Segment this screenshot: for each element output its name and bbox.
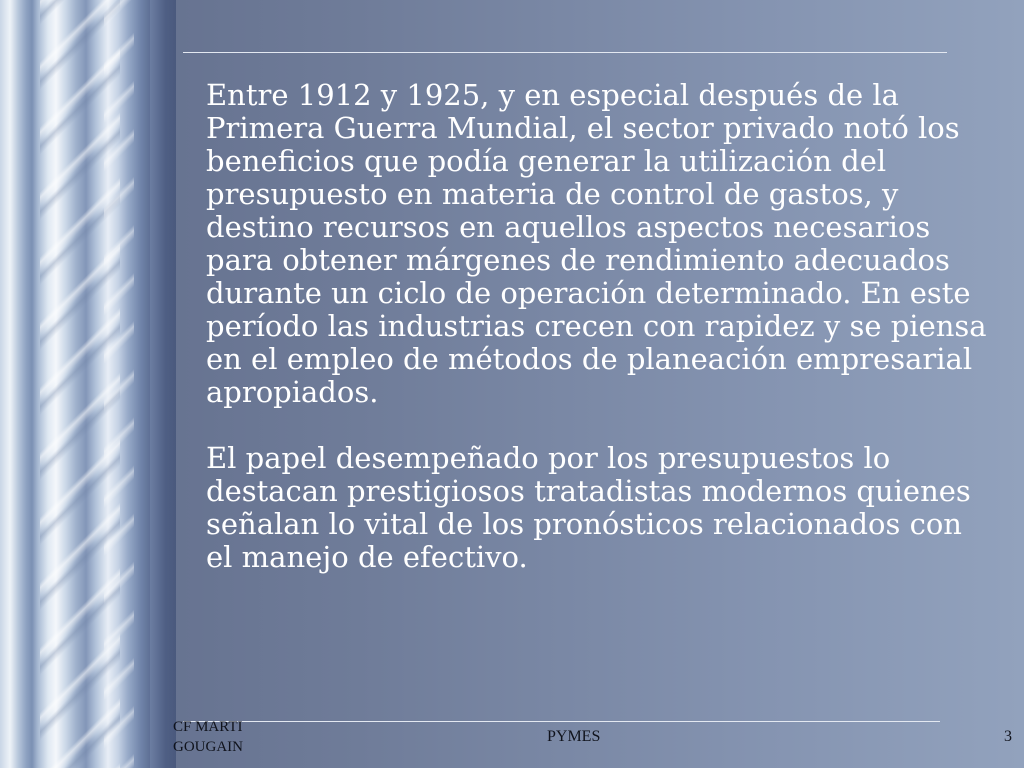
decorative-pillar — [0, 0, 176, 768]
pillar-stripes-secondary — [104, 0, 134, 768]
paragraph-history: Entre 1912 y 1925, y en especial después de la Primera Guerra Mundial, el sector privado notó los beneficios que podía generar la utilización del presupuesto en materia de control de gastos, y destino recursos en aquellos aspectos necesarios para obtener márgenes de rendimiento adecuados durante un ciclo de operación determinado. En este período las industrias crecen con rapidez y se piensa en el empleo de métodos de planeación empresarial apropiados. — [206, 78, 987, 409]
slide-body — [206, 79, 996, 574]
top-divider — [183, 52, 947, 53]
footer-author: CF MARTI GOUGAIN — [173, 719, 243, 755]
pillar-edge — [150, 0, 176, 768]
bottom-divider — [183, 721, 940, 722]
footer-title: PYMES — [547, 728, 601, 745]
paragraph-role: El papel desempeñado por los presupuestos lo destacan prestigiosos tratadistas modernos quienes señalan lo vital de los pronósticos relacionados con el manejo de efectivo. — [206, 441, 971, 574]
page-number: 3 — [1004, 728, 1012, 745]
